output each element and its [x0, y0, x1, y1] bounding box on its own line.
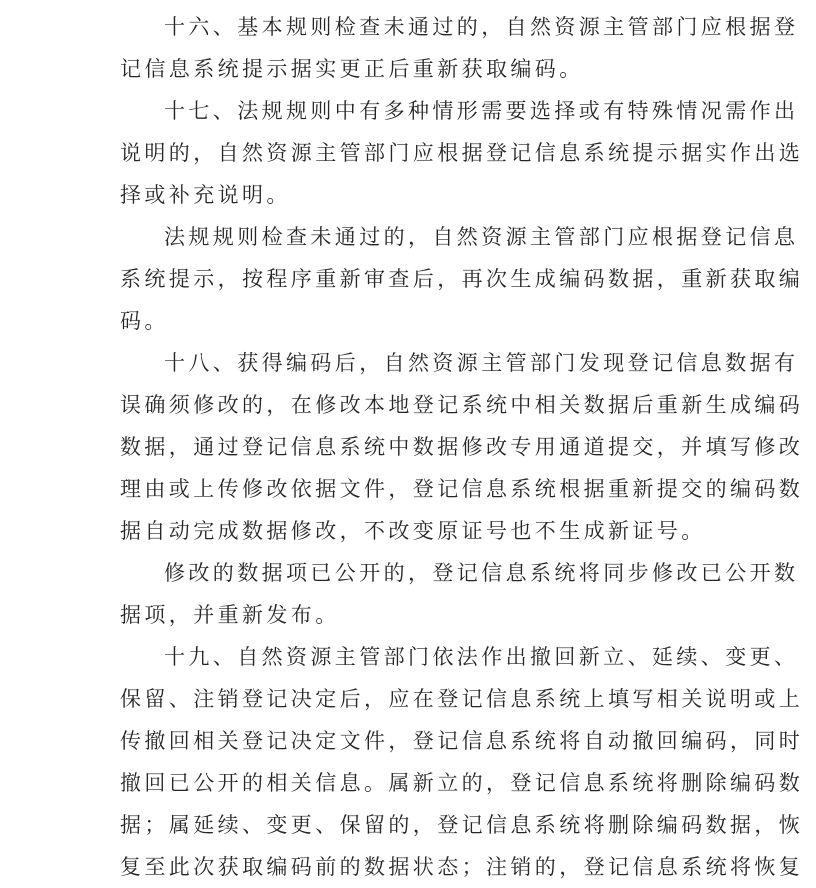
paragraph-18	[120, 342, 804, 552]
text-line: 十九、自然资源主管部门依法作出撤回新立、延续、变更、	[164, 645, 799, 669]
text-line: 十八、获得编码后，自然资源主管部门发现登记信息数据有	[164, 351, 799, 375]
text-line: 撤回已公开的相关信息。属新立的，登记信息系统将删除编码数	[120, 771, 804, 795]
text-line: 法规规则检查未通过的，自然资源主管部门应根据登记信息	[164, 225, 799, 249]
text-line: 修改的数据项已公开的，登记信息系统将同步修改已公开数	[164, 561, 799, 585]
paragraph-18-continuation	[120, 552, 799, 636]
text-line: 误确须修改的，在修改本地登记系统中相关数据后重新生成编码	[120, 393, 804, 417]
text-line: 说明的，自然资源主管部门应根据登记信息系统提示据实作出选	[120, 141, 804, 165]
text-line: 保留、注销登记决定后，应在登记信息系统上填写相关说明或上	[120, 687, 804, 711]
paragraph-16	[120, 6, 799, 90]
text-line: 码。	[120, 309, 169, 333]
text-line: 系统提示，按程序重新审查后，再次生成编码数据，重新获取编	[120, 267, 804, 291]
text-line: 据；属延续、变更、保留的，登记信息系统将删除编码数据，恢	[120, 813, 804, 837]
text-line: 据项，并重新发布。	[120, 603, 340, 627]
text-line: 十六、基本规则检查未通过的，自然资源主管部门应根据登	[164, 15, 799, 39]
paragraph-19	[120, 636, 804, 888]
text-line: 理由或上传修改依据文件，登记信息系统根据重新提交的编码数	[120, 477, 804, 501]
text-line: 数据，通过登记信息系统中数据修改专用通道提交，并填写修改	[120, 435, 804, 459]
text-line: 十七、法规规则中有多种情形需要选择或有特殊情况需作出	[164, 99, 799, 123]
paragraph-17-continuation	[120, 216, 804, 342]
text-line: 记信息系统提示据实更正后重新获取编码。	[120, 57, 584, 81]
text-line: 据自动完成数据修改，不改变原证号也不生成新证号。	[120, 519, 706, 543]
text-line: 复至此次获取编码前的数据状态；注销的，登记信息系统将恢复	[120, 855, 804, 879]
text-line: 择或补充说明。	[120, 183, 291, 207]
paragraph-17	[120, 90, 804, 216]
text-line: 传撤回相关登记决定文件，登记信息系统将自动撤回编码，同时	[120, 729, 804, 753]
